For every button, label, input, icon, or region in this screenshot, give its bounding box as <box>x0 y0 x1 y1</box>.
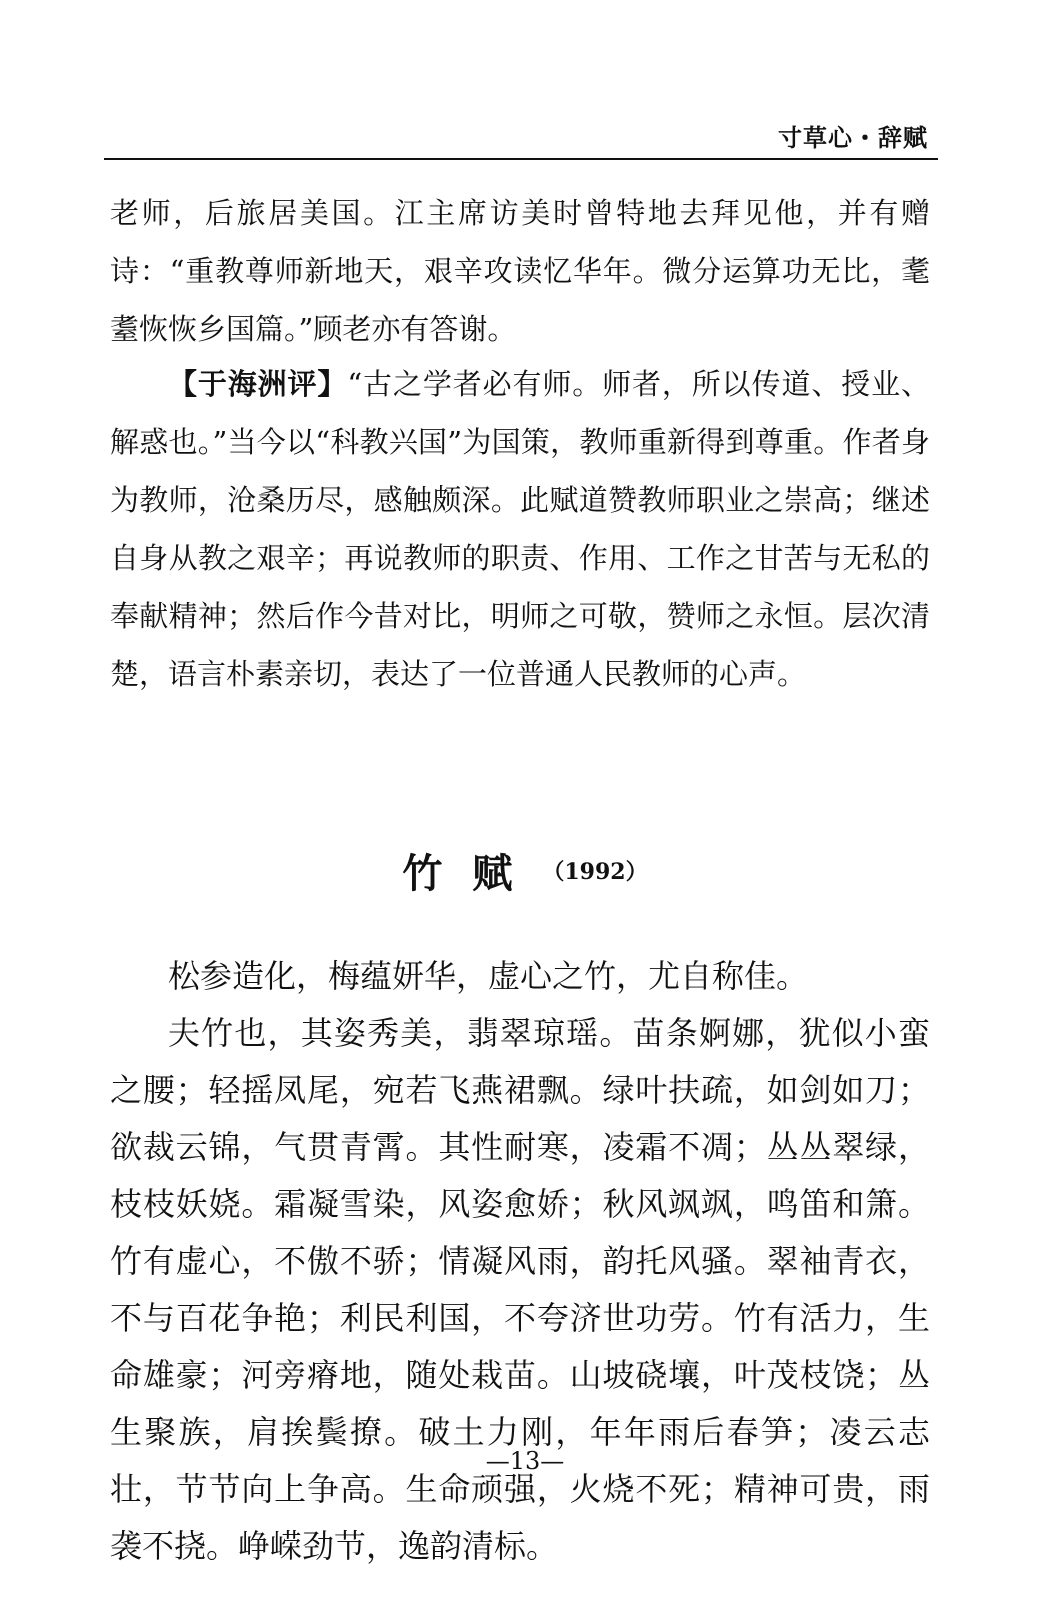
essay-body <box>110 948 930 1575</box>
essay-year: （1992） <box>542 859 648 885</box>
commentary-paragraph <box>110 355 930 703</box>
commentary-block <box>110 355 930 703</box>
continued-paragraph-block <box>110 184 930 358</box>
essay-paragraph: 松参造化，梅蕴妍华，虚心之竹，尤自称佳。 <box>168 957 809 995</box>
commentary-label: 【于海洲评】 <box>168 367 348 401</box>
essay-paragraph: 夫竹也，其姿秀美，翡翠琼瑶。苗条婀娜，犹似小蛮之腰；轻摇凤尾，宛若飞燕裙飘。绿叶扶疏，如剑如刀；欲裁云锦，气贯青霄。其性耐寒，凌霜不凋；丛丛翠绿，枝枝妖娆。霜凝雪染，风姿愈娇；秋风飒飒，鸣笛和箫。竹有虚心，不傲不骄；情凝风雨，韵托风骚。翠袖青衣，不与百花争艳；利民利国，不夸济世功劳。竹有活力，生命雄豪；河旁瘠地，随处栽苗。山坡硗壤，叶茂枝饶；丛生聚族，肩挨鬓撩。破土力刚，年年雨后春笋；凌云志壮，节节向上争高。生命顽强，火烧不死；精神可贵，雨袭不挠。峥嵘劲节，逸韵清标。 <box>110 1014 930 1565</box>
continued-paragraph: 老师，后旅居美国。江主席访美时曾特地去拜见他，并有赠诗：“重教尊师新地天，艰辛攻读忆华年。微分运算功无比，耄耋恢恢乡国篇。”顾老亦有答谢。 <box>110 196 930 346</box>
commentary-text: “古之学者必有师。师者，所以传道、授业、解惑也。”当今以“科教兴国”为国策，教师重新得到尊重。作者身为教师，沧桑历尽，感触颇深。此赋道赞教师职业之崇高；继述自身从教之艰辛；再说教师的职责、作用、工作之甘苦与无私的奉献精神；然后作今昔对比，明师之可敬，赞师之永恒。层次清楚，语言朴素亲切，表达了一位普通人民教师的心声。 <box>110 367 930 691</box>
essay-heading <box>0 842 1050 899</box>
page-number: —13— <box>485 1447 565 1475</box>
essay-title: 竹赋 <box>402 850 543 897</box>
running-header: 寸草心・辞赋 <box>778 123 928 152</box>
header-rule <box>104 158 938 160</box>
